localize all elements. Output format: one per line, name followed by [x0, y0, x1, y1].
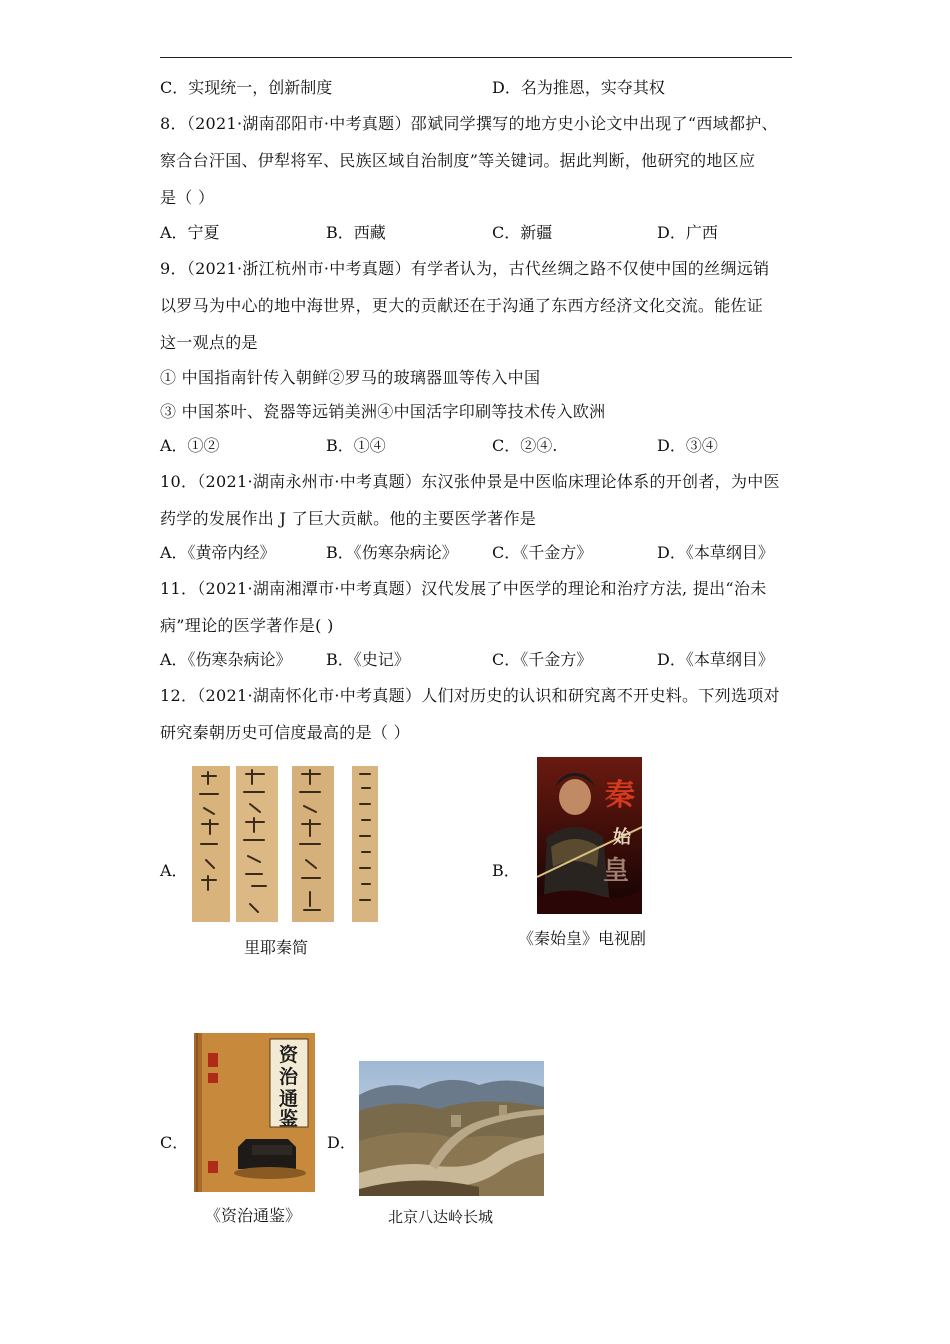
poster-char-2: 始 [613, 827, 631, 848]
book-char-4: 鉴 [279, 1108, 299, 1130]
q10-option-b[interactable]: B．《伤寒杂病论》 [326, 543, 458, 562]
q9-option-c[interactable]: C．②④. [492, 436, 558, 455]
q12-option-d-label[interactable]: D． [327, 1133, 356, 1152]
q12-caption-b: 《秦始皇》电视剧 [518, 929, 647, 948]
q12-caption-a: 里耶秦简 [244, 938, 309, 957]
q9-line-1: 9．（2021·浙江杭州市·中考真题）有学者认为，古代丝绸之路不仅使中国的丝绸远销 [160, 259, 770, 278]
q8-line-1: 8．（2021·湖南邵阳市·中考真题）邵斌同学撰写的地方史小论文中出现了“西域都护、 [160, 114, 778, 133]
book-char-1: 资 [279, 1044, 299, 1066]
q9-line-2: 以罗马为中心的地中海世界，更大的贡献还在于沟通了东西方经济文化交流。能佐证 [160, 296, 764, 315]
q12-option-b-label[interactable]: B． [492, 861, 520, 880]
q8-option-a[interactable]: A．宁夏 [160, 223, 220, 242]
book-cover-image[interactable] [194, 1033, 315, 1192]
q8-option-c[interactable]: C．新疆 [492, 223, 553, 242]
q12-line-1: 12．（2021·湖南怀化市·中考真题）人们对历史的认识和研究离不开史料。下列选项对 [160, 686, 780, 705]
q8-option-b[interactable]: B．西藏 [326, 223, 386, 242]
bamboo-slips-image[interactable] [192, 764, 380, 924]
q9-option-b[interactable]: B．①④ [326, 436, 386, 455]
q11-line-1: 11．（2021·湖南湘潭市·中考真题）汉代发展了中医学的理论和治疗方法, 提出“治未 [160, 579, 767, 598]
q12-line-2: 研究秦朝历史可信度最高的是（ ） [160, 723, 410, 742]
q11-option-c[interactable]: C．《千金方》 [492, 650, 593, 669]
q12-caption-d: 北京八达岭长城 [388, 1208, 494, 1226]
great-wall-image[interactable] [359, 1061, 544, 1196]
q11-option-a[interactable]: A．《伤寒杂病论》 [160, 650, 292, 669]
q8-option-d[interactable]: D．广西 [657, 223, 718, 242]
q10-line-2: 药学的发展作出 J 了巨大贡献。他的主要医学著作是 [160, 509, 537, 528]
q9-option-a[interactable]: A．①② [160, 436, 220, 455]
q9-statement-2: ③ 中国茶叶、瓷器等远销美洲④中国活字印刷等技术传入欧洲 [160, 402, 606, 421]
q12-option-c-label[interactable]: C． [160, 1133, 189, 1152]
q9-option-d[interactable]: D．③④ [657, 436, 718, 455]
book-char-3: 通 [279, 1088, 299, 1110]
q12-option-a-label[interactable]: A． [160, 861, 188, 880]
header-rule [160, 57, 792, 58]
prev-option-d[interactable]: D．名为推恩，实夺其权 [492, 78, 665, 97]
poster-char-3: 皇 [603, 856, 630, 886]
book-char-2: 治 [279, 1066, 299, 1088]
q10-option-c[interactable]: C．《千金方》 [492, 543, 593, 562]
q10-option-a[interactable]: A．《黄帝内经》 [160, 543, 276, 562]
q10-option-d[interactable]: D．《本草纲目》 [657, 543, 774, 562]
q11-line-2: 病”理论的医学著作是( ) [160, 616, 334, 635]
q11-option-b[interactable]: B．《史记》 [326, 650, 410, 669]
q10-line-1: 10．（2021·湖南永州市·中考真题）东汉张仲景是中医临床理论体系的开创者，为中医 [160, 472, 780, 491]
q9-line-3: 这一观点的是 [160, 333, 258, 352]
q11-option-d[interactable]: D．《本草纲目》 [657, 650, 774, 669]
q9-statement-1: ① 中国指南针传入朝鲜②罗马的玻璃器皿等传入中国 [160, 368, 541, 387]
q12-caption-c: 《资治通鉴》 [205, 1206, 302, 1225]
q8-line-2: 察合台汗国、伊犁将军、民族区域自治制度”等关键词。据此判断，他研究的地区应 [160, 151, 756, 170]
poster-char-1: 秦 [605, 778, 635, 813]
prev-option-c[interactable]: C．实现统一，创新制度 [160, 78, 333, 97]
q8-line-3: 是（ ） [160, 188, 215, 207]
tv-poster-image[interactable] [537, 757, 642, 914]
